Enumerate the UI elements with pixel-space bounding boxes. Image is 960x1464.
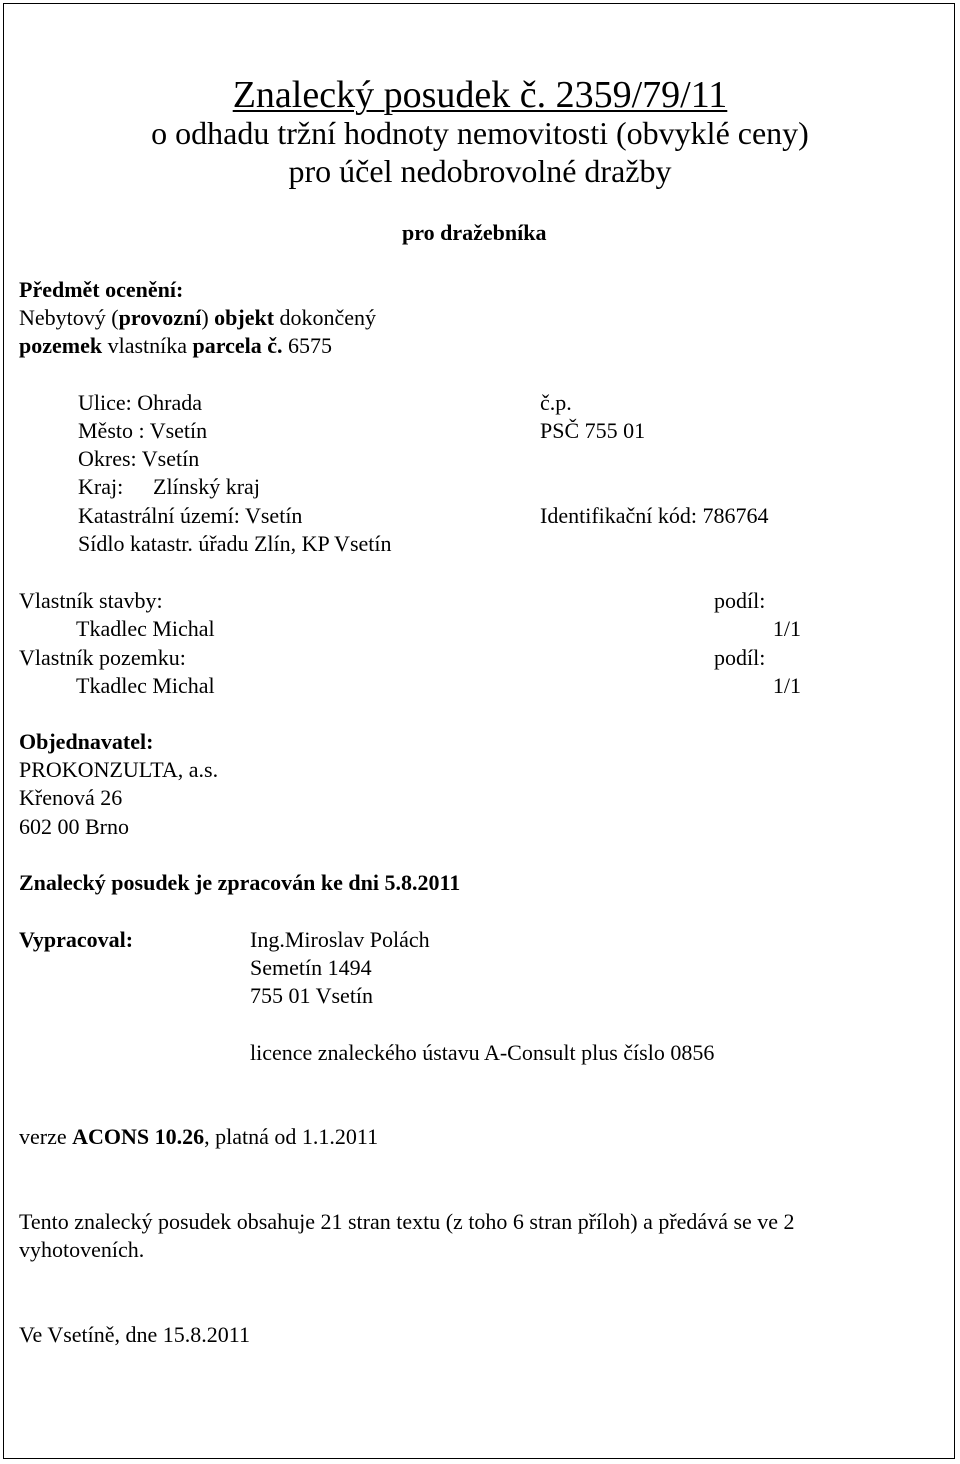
postal-code: PSČ 755 01 bbox=[540, 418, 646, 443]
subject-line-1: Nebytový (provozní) objekt dokončený bbox=[19, 305, 377, 330]
city: Město : Vsetín bbox=[78, 418, 208, 443]
client-name: PROKONZULTA, a.s. bbox=[19, 757, 219, 782]
subject-label: Předmět ocenění: bbox=[19, 277, 184, 302]
land-share-label: podíl: bbox=[714, 645, 766, 670]
document-title: Znalecký posudek č. 2359/79/11 bbox=[232, 74, 728, 116]
building-owner-name: Tkadlec Michal bbox=[76, 616, 215, 641]
author-label: Vypracoval: bbox=[19, 927, 134, 952]
recipient-note: pro dražebníka bbox=[402, 220, 547, 245]
author-city: 755 01 Vsetín bbox=[250, 983, 374, 1008]
place-and-date: Ve Vsetíně, dne 15.8.2011 bbox=[19, 1322, 250, 1347]
licence-note: licence znaleckého ústavu A-Consult plus číslo 0856 bbox=[250, 1040, 715, 1065]
software-version: verze ACONS 10.26, platná od 1.1.2011 bbox=[19, 1124, 379, 1149]
identification-code: Identifikační kód: 786764 bbox=[540, 503, 769, 528]
region-label: Kraj: bbox=[78, 474, 124, 499]
region: Zlínský kraj bbox=[153, 474, 260, 499]
author-street: Semetín 1494 bbox=[250, 955, 372, 980]
land-owner-name: Tkadlec Michal bbox=[76, 673, 215, 698]
district: Okres: Vsetín bbox=[78, 446, 200, 471]
processed-date: Znalecký posudek je zpracován ke dni 5.8.2011 bbox=[19, 870, 461, 895]
document-purpose: pro účel nedobrovolné dražby bbox=[288, 153, 672, 189]
building-share-value: 1/1 bbox=[772, 616, 801, 641]
document-subtitle: o odhadu tržní hodnoty nemovitosti (obvyklé ceny) bbox=[151, 115, 809, 151]
cadastral-office: Sídlo katastr. úřadu Zlín, KP Vsetín bbox=[78, 531, 392, 556]
copies-note-line-2: vyhotoveních. bbox=[19, 1237, 145, 1262]
street: Ulice: Ohrada bbox=[78, 390, 202, 415]
client-street: Křenová 26 bbox=[19, 785, 123, 810]
land-owner-label: Vlastník pozemku: bbox=[19, 645, 186, 670]
land-share-value: 1/1 bbox=[772, 673, 801, 698]
author-name: Ing.Miroslav Polách bbox=[250, 927, 430, 952]
client-label: Objednavatel: bbox=[19, 729, 154, 754]
cadastral-area: Katastrální území: Vsetín bbox=[78, 503, 303, 528]
house-number: č.p. bbox=[540, 390, 572, 415]
copies-note-line-1: Tento znalecký posudek obsahuje 21 stran textu (z toho 6 stran příloh) a předává se ve 2 bbox=[19, 1209, 795, 1234]
subject-line-2: pozemek vlastníka parcela č. 6575 bbox=[19, 333, 333, 358]
building-owner-label: Vlastník stavby: bbox=[19, 588, 163, 613]
building-share-label: podíl: bbox=[714, 588, 766, 613]
client-city: 602 00 Brno bbox=[19, 814, 129, 839]
